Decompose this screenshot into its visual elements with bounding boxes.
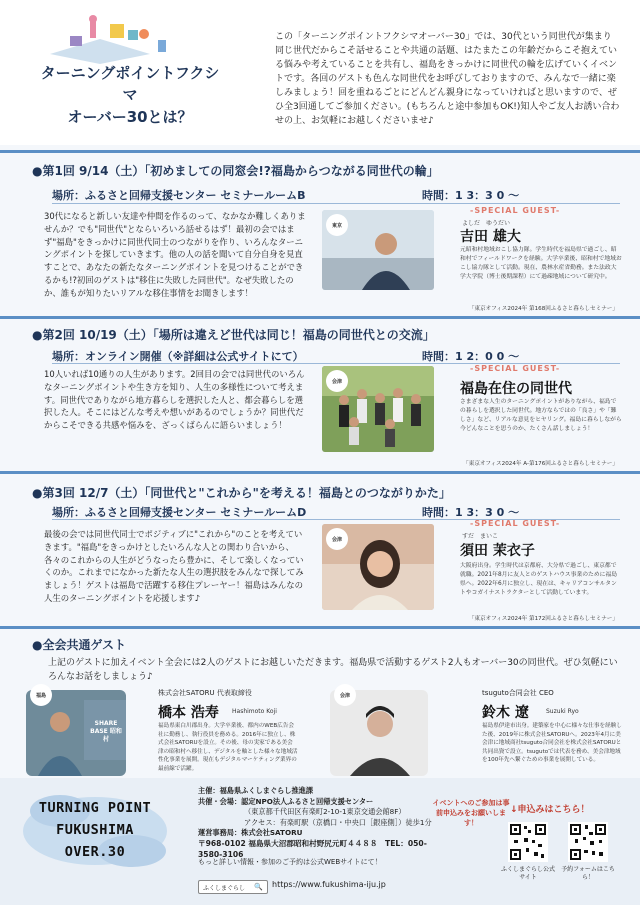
guest-photo: [322, 524, 434, 610]
page-title: [40, 62, 220, 128]
divider: [0, 150, 640, 153]
guest-roman-name: Hashimoto Koji: [232, 708, 277, 715]
special-guest-label: -SPECIAL GUEST-: [470, 206, 561, 215]
logo-line-1: TURNING POINT: [38, 800, 152, 816]
session-place: 場所：オンライン開催（※詳細は公式サイトにて）: [52, 350, 304, 363]
session-body: 10人いれば10通りの人生があります。2回目の会では同世代のいろんなターニングポイントや生き方を知り、人生の多様性について考えます。同世代でありながら地方暮らしを選択した人と、都会暮らしを選択した人。そこにはどんな考えや想いがあるのでしょうか？同世代だからこそできる共感や悩みを、ざっくばらんに語らいましょう！: [44, 369, 305, 431]
guest-roman-name: Suzuki Ryo: [546, 708, 579, 715]
guest-role: tsuguto合同会社 CEO: [482, 689, 554, 697]
event-logo: [20, 791, 170, 869]
seminar-caption: 「東京オフィス2024年 第168回ふるさと暮らしセミナー」: [468, 306, 618, 312]
share-base-sign: SHARE BASE 昭和村: [90, 720, 122, 743]
guest-ruby: すだ まいこ: [462, 533, 499, 540]
illustration-icon: [40, 14, 190, 64]
apply-label: ↓申込みはこちら！: [510, 805, 590, 815]
session-title: ●第1回 9/14（土）「初めましての同窓会!?福島からつながる同世代の輪」: [32, 164, 439, 178]
registration-notice: イベントへのご参加は事前申込みをお願いします！: [432, 799, 510, 827]
divider: [0, 316, 640, 319]
more-info-text: もっと詳しい情報・参加のご予約は公式WEBサイトにて！: [198, 858, 382, 866]
divider: [0, 626, 640, 629]
region-badge: 東京: [326, 214, 348, 236]
guest-name: 鈴木 遼: [482, 705, 529, 721]
organizer-info: [198, 786, 438, 860]
qr-caption-site: ふくしまぐらし公式サイト: [500, 866, 555, 881]
session-time: 時間：1 3：3 0 ～: [422, 189, 520, 202]
operator: 運営事務局：株式会社SATORU: [198, 828, 303, 838]
session-place: 場所：ふるさと回帰支援センター セミナールームD: [52, 506, 307, 519]
special-guest-label: -SPECIAL GUEST-: [470, 519, 561, 528]
guest-photo: [322, 210, 434, 290]
qr-caption-form: 予約フォームはこちら！: [561, 866, 615, 881]
session-title: ●第2回 10/19（土）「場所は違えど世代は同じ！福島の同世代との交流」: [32, 328, 435, 342]
region-badge: 会津: [334, 684, 356, 706]
guest-bio: 大阪府出身。学生時代は京都府、大分県で過ごし、東京都で就職。2021年8月に友人とのゲストハウス事業のために福島県へ。2022年6月に独立し、現在は、キャリアコンサルタントやコガイナストラクターとして活動しています。: [460, 563, 618, 596]
seminar-caption: 「東京オフィス2024年 第172回ふるさと暮らしセミナー」: [468, 616, 618, 622]
session-body: 30代になると新しい友達や仲間を作るのって、なかなか難しくありませんか？でも"同世代"とならいろいろ話せるはず！最初の会ではまず"福島"をきっかけに同世代同士のつながりを作り、いろんなターニングポイントを探していきます。他の人の話を聞いて自分自身を見直すことで、あなたの新たなターニングポイントを見つけることができるかも!?初回のゲストは"移住に失敗した同世代"。なぜ失敗したのか、誰もが知りたいリアルな移住事情をお聞きします！: [44, 211, 306, 298]
guest-bio: 福島県東白川郡出身。大学卒業後、都内のWEB広告会社に勤務し、執行役員を務める。2016年に独立し、株式会社SATORUを設立。その後、母の実家である美会津の昭和村へ移住し、デジタルを軸とした様々な地域活性化事業を展開。現在もデジタルマーケティング業界の最前線で活躍。: [158, 723, 298, 772]
search-box[interactable]: [198, 880, 268, 894]
operator-address: 〒968-0102 福島県大沼郡昭和村野尻元町４４８８ TEL：050-3580-3106: [198, 838, 427, 859]
region-badge: 会津: [326, 528, 348, 550]
logo-line-3: OVER.30: [64, 844, 126, 860]
special-guest-label: -SPECIAL GUEST-: [470, 364, 561, 373]
cohost: 共催・会場：認定NPO法人ふるさと回帰支援センター: [198, 796, 374, 806]
title-line-1: ターニングポイントフクシマ: [40, 64, 220, 104]
guest-name: 須田 茉衣子: [460, 543, 535, 559]
guest-bio: 福島県伊達市出身。建築家を中心に様々な仕事を経験した後、2019年に株式会社SATORUへ。2023年4月に美会津に地域商社tsuguto合同会社を株式会社SATORUと共同出資で設立。tsugutoでは代表を務め、美会津地域を100年先へ繋ぐための事業を展開している。: [482, 723, 622, 763]
session-body: 最後の会では同世代同士でポジティブに"これから"のことを考えていきます。"福島"をきっかけとしたいろんな人との関わり合いから、各々のこれからの人生がどうなったら豊かに、そして楽しくなっていくのか。これまでになかった新たな人生の選択肢をみんなで探してみましょう！ゲストは福島で活躍する移住プレーヤー！福島はみんなの人生のターニングポイントを応援します♪: [44, 529, 304, 603]
session-title: ●第3回 12/7（土）「同世代と"これから"を考える！福島とのつながりかた」: [32, 486, 451, 500]
logo-line-2: FUKUSHIMA: [56, 822, 134, 838]
venue-access: アクセス：有楽町駅（京橋口・中央口［銀座側］）徒歩1分: [244, 817, 432, 827]
guest-role: 株式会社SATORU 代表取締役: [158, 689, 252, 697]
website-url[interactable]: https://www.fukushima-iju.jp: [272, 880, 386, 889]
region-badge: 福島: [30, 684, 52, 706]
session-time: 時間：1 3：3 0 ～: [422, 506, 520, 519]
guest-name: 橋本 浩寿: [158, 705, 219, 721]
region-badge: 会津: [326, 370, 348, 392]
common-guests-title: ●全会共通ゲスト: [32, 638, 126, 652]
header: [0, 0, 640, 145]
underline: [52, 203, 620, 204]
qr-code-icon[interactable]: [508, 822, 548, 862]
venue-address: （東京都千代田区有楽町2-10-1東京交通会館8F）: [244, 807, 406, 817]
session-place: 場所：ふるさと回帰支援センター セミナールームB: [52, 189, 306, 202]
session-time: 時間：1 2：0 0 ～: [422, 350, 520, 363]
common-guests-body: 上記のゲストに加えイベント全会には2人のゲストにお越しいただきます。福島県で活動するゲスト2人もオーバー30の同世代。ぜひ気軽にいろんなお話をしましょう♪: [48, 658, 618, 682]
qr-code-icon[interactable]: [568, 822, 608, 862]
guest-bio: さまざまな人生のターニングポイントがありながら、福島での暮らしを選択した同世代。地方ならではの「良さ」や「難しさ」など、リアルな意見をヒヤリング。福島に暮らしながら今どんなことを思うのか、たくさん話しましょう！: [460, 399, 622, 432]
divider: [0, 471, 640, 474]
guest-photo: [322, 366, 434, 452]
guest-ruby: よしだ ゆうだい: [462, 220, 511, 227]
intro-text: この「ターニングポイントフクシマオーバー30」では、30代という同世代が集まり同じ世代だからこそ話せることや共通の話題、はたまたこの年齢だからこそ抱えている悩みや考えていることを共有し、福島をきっかけに同世代の輪を広げていくイベントです。各回のゲストも色んな同世代をお呼びしておりますので、みんなで一緒に楽しみましょう！回を重ねるごとにどんどん親身になっていければと思いますので、ぜひ全3回通してご参加ください。(もちろんと途中参加もOK!)知人やご友人お誘い合わせの上、お気軽にお越しくださいませ♪: [275, 32, 620, 126]
title-line-2: オーバー30とは？: [67, 108, 193, 126]
host: 主催：福島県ふくしまぐらし推進課: [198, 786, 314, 795]
search-text: ふくしまぐらし: [203, 885, 246, 892]
guest-bio: 元昭和村地域おこし協力隊。学生時代を福島県で過ごし、昭和村でフィールドワークを経験。大学卒業後、昭和村で地域おこし協力隊として活動。現在、農林水産省勤務。また法政大学大学院（博士後期課程）にて過疎地域について研究中。: [460, 247, 622, 280]
guest-name: 福島在住の同世代: [460, 381, 572, 397]
guest-name: 吉田 雄大: [460, 229, 521, 245]
seminar-caption: 「東京オフィス2024年 A-第176回ふるさと暮らしセミナー」: [463, 461, 618, 467]
search-icon: 🔍: [254, 883, 263, 891]
